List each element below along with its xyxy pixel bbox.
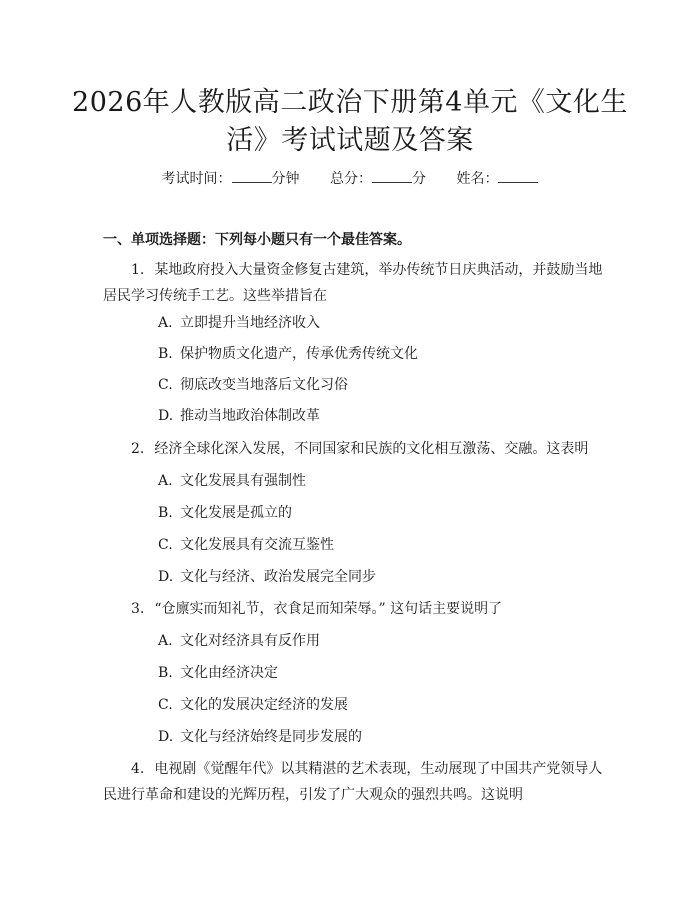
question-2-option-b <box>158 504 292 522</box>
option-text: 文化与经济、政治发展完全同步 <box>180 569 376 585</box>
question-text: 经济全球化深入发展，不同国家和民族的文化相互激荡、交融。这表明 <box>154 441 589 457</box>
question-1 <box>103 257 603 309</box>
option-letter: C. <box>158 377 173 393</box>
exam-time-label: 考试时间： <box>161 171 232 187</box>
student-name-field <box>456 171 538 187</box>
option-letter: C. <box>158 697 173 713</box>
section-heading: 一、单项选择题：下列每小题只有一个最佳答案。 <box>103 232 411 248</box>
question-4 <box>103 756 603 808</box>
question-3-option-c <box>158 696 348 714</box>
question-2-option-a <box>158 472 306 490</box>
option-letter: B. <box>158 665 173 681</box>
option-letter: C. <box>158 537 173 553</box>
question-number: 3. <box>131 601 145 617</box>
option-text: 立即提升当地经济收入 <box>180 315 320 331</box>
question-1-option-d <box>158 407 320 425</box>
option-letter: B. <box>158 505 173 521</box>
question-number: 4. <box>131 761 145 777</box>
total-score-field <box>330 171 430 187</box>
option-text: 推动当地政治体制改革 <box>180 408 320 424</box>
question-2-option-c <box>158 536 334 554</box>
question-number: 2. <box>131 441 145 457</box>
question-3-option-a <box>158 632 320 650</box>
option-letter: B. <box>158 346 173 362</box>
option-letter: A. <box>158 315 173 331</box>
question-2 <box>103 436 603 462</box>
student-name-blank <box>498 170 538 183</box>
total-score-blank <box>372 170 412 183</box>
option-letter: D. <box>158 729 174 745</box>
option-letter: A. <box>158 473 173 489</box>
page-title: 2026年人教版高二政治下册第4单元《文化生活》考试试题及答案 <box>72 87 628 156</box>
exam-time-blank <box>232 170 272 183</box>
exam-time-field <box>162 171 304 187</box>
question-3-option-b <box>158 664 278 682</box>
question-3 <box>103 596 603 622</box>
option-letter: D. <box>158 408 174 424</box>
option-text: 彻底改变当地落后文化习俗 <box>180 377 348 393</box>
exam-info-line <box>0 170 700 188</box>
option-text: 文化与经济始终是同步发展的 <box>180 729 362 745</box>
question-1-option-a <box>158 314 320 332</box>
total-score-unit: 分 <box>412 171 426 187</box>
option-letter: D. <box>158 569 174 585</box>
option-text: 文化发展是孤立的 <box>180 505 292 521</box>
option-letter: A. <box>158 633 173 649</box>
student-name-label: 姓名： <box>456 171 499 187</box>
question-text: 某地政府投入大量资金修复古建筑，举办传统节日庆典活动，并鼓励当地居民学习传统手工艺。这些举措旨在 <box>103 262 603 304</box>
option-text: 文化的发展决定经济的发展 <box>180 697 348 713</box>
question-3-option-d <box>158 728 362 746</box>
exam-time-unit: 分钟 <box>271 171 300 187</box>
option-text: 文化对经济具有反作用 <box>180 633 320 649</box>
total-score-label: 总分： <box>330 171 372 187</box>
question-text: “仓廪实而知礼节，衣食足而知荣辱。” 这句话主要说明了 <box>154 601 503 617</box>
question-number: 1. <box>131 262 145 278</box>
option-text: 文化由经济决定 <box>180 665 278 681</box>
option-text: 保护物质文化遗产，传承优秀传统文化 <box>180 346 418 362</box>
question-1-option-b <box>158 345 418 363</box>
option-text: 文化发展具有强制性 <box>180 473 306 489</box>
question-text: 电视剧《觉醒年代》以其精湛的艺术表现，生动展现了中国共产党领导人民进行革命和建设的光辉历程，引发了广大观众的强烈共鸣。这说明 <box>103 761 603 803</box>
question-2-option-d <box>158 568 376 586</box>
option-text: 文化发展具有交流互鉴性 <box>180 537 334 553</box>
question-1-option-c <box>158 376 348 394</box>
